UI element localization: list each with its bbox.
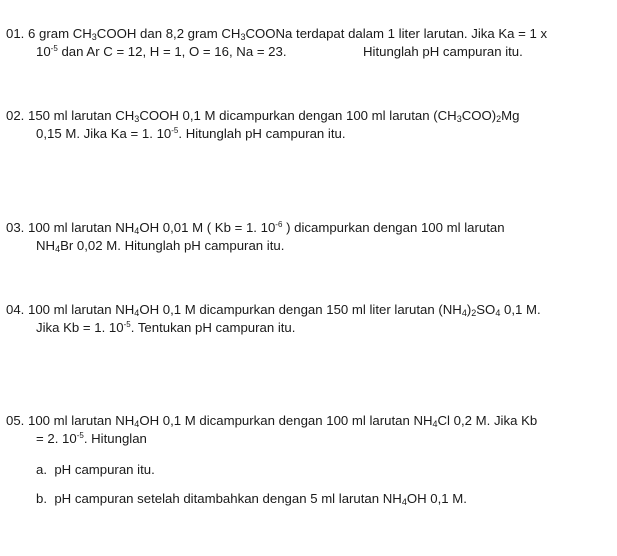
question-5-line-2: = 2. $10^{-5}$. Hitunglan bbox=[36, 431, 147, 446]
question-number: 03. bbox=[6, 220, 25, 235]
part-label: a. bbox=[36, 462, 47, 477]
question-4-line-1: 04. 100 ml larutan $NH_4OH$ 0,1 M dicampurkan dengan 150 ml liter larutan $(NH_4)_2SO_4$ 0,1 M. bbox=[6, 302, 541, 318]
question-2-line-1: 02. 150 ml larutan $CH_3COOH$ 0,1 M dicampurkan dengan 100 ml larutan $(CH_3COO)_2Mg$ bbox=[6, 108, 520, 124]
question-3-line-2: $NH_4Br$ 0,02 M. Hitunglah pH campuran itu. bbox=[36, 238, 285, 254]
question-number: 02. bbox=[6, 108, 25, 123]
question-4-line-2: Jika Kb = 1. $10^{-5}$. Tentukan pH campuran itu. bbox=[36, 320, 296, 335]
question-number: 05. bbox=[6, 413, 25, 428]
question-5-part-a: a. pH campuran itu. bbox=[36, 462, 155, 477]
question-5-part-b: b. pH campuran setelah ditambahkan dengan 5 ml larutan $NH_4OH$ 0,1 M. bbox=[36, 491, 467, 507]
question-number: 01. bbox=[6, 26, 25, 41]
question-1-instruction: Hitunglah pH campuran itu. bbox=[363, 44, 523, 59]
question-number: 04. bbox=[6, 302, 25, 317]
question-1-line-2: $10^{-5}$ dan Ar C = 12, H = 1, O = 16, Na = 23. bbox=[36, 44, 287, 59]
question-3-line-1: 03. 100 ml larutan $NH_4OH$ 0,01 M ( Kb = 1. $10^{-6}$ ) dicampurkan dengan 100 ml larutan bbox=[6, 220, 505, 236]
question-1-line-1: 01. 6 gram $CH_3COOH$ dan 8,2 gram $CH_3COONa$ terdapat dalam 1 liter larutan. Jika Ka = 1 x bbox=[6, 26, 548, 42]
question-5-line-1: 05. 100 ml larutan $NH_4OH$ 0,1 M dicampurkan dengan 100 ml larutan $NH_4Cl$ 0,2 M. Jika Kb bbox=[6, 413, 538, 429]
question-2-line-2: 0,15 M. Jika Ka = 1. $10^{-5}$. Hitunglah pH campuran itu. bbox=[36, 126, 346, 141]
part-label: b. bbox=[36, 491, 47, 506]
